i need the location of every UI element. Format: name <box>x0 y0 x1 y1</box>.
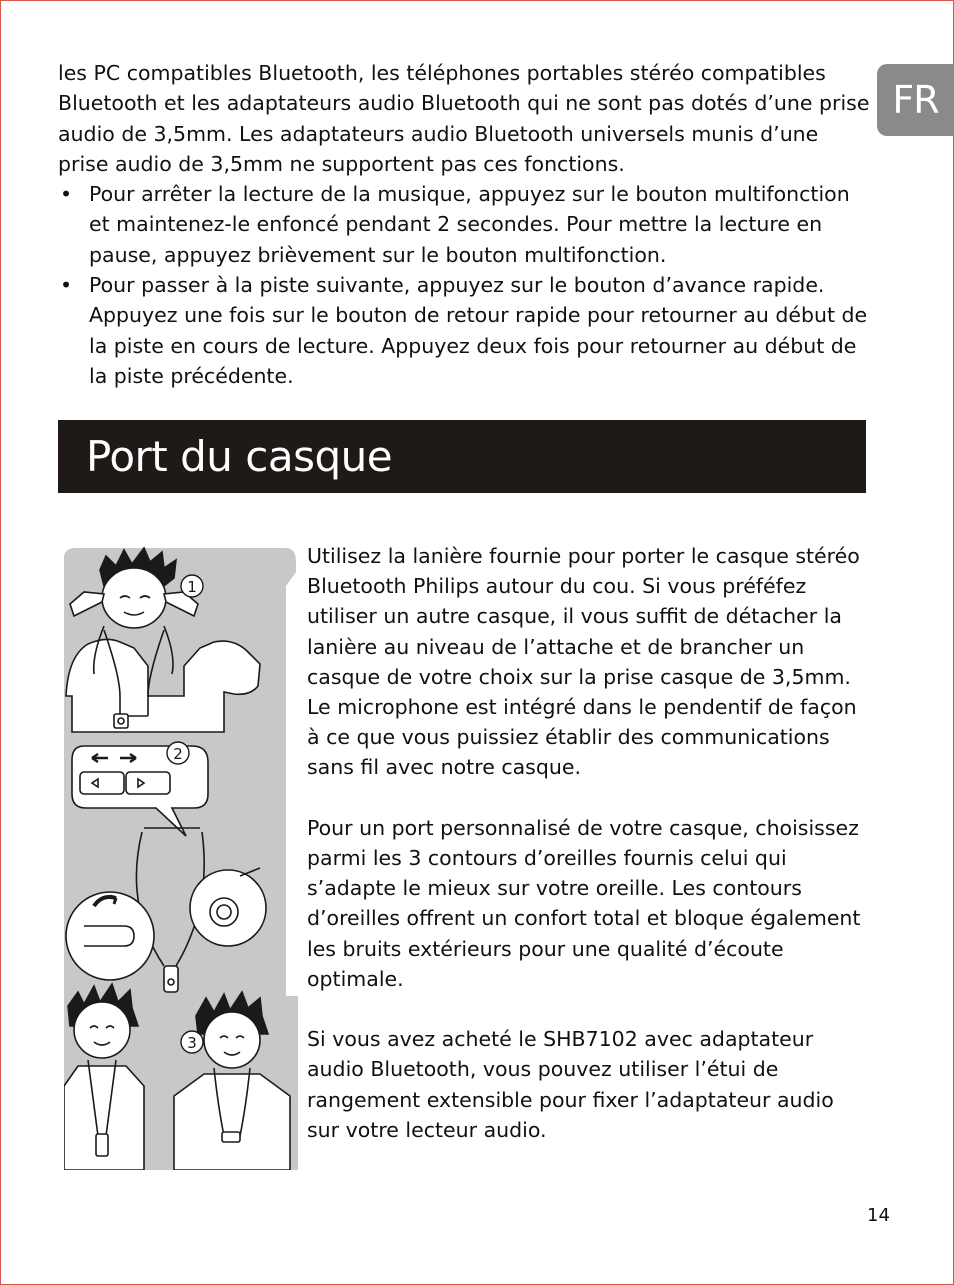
page-number: 14 <box>867 1205 890 1226</box>
headset-wearing-illustration <box>64 546 298 1170</box>
body-paragraph: Utilisez la lanière fournie pour porter le casque stéréo Bluetooth Philips autour du cou. Si vous préféfez utiliser un autre casque, il vous suffit de détacher la lanière au niveau de l’attache et de brancher un casque de votre choix sur la prise casque de 3,5mm. Le microphone est intégré dans le pendentif de façon à ce que vous puissiez établir des communications sans fil avec notre casque. <box>307 544 860 780</box>
body-paragraph: Si vous avez acheté le SHB7102 avec adaptateur audio Bluetooth, vous pouvez utiliser l’étui de rangement extensible pour fixer l’adaptateur audio sur votre lecteur audio. <box>307 1027 834 1142</box>
step-label-2 <box>167 742 189 764</box>
step-number: 1 <box>187 578 197 596</box>
intro-bullet-list <box>58 179 873 391</box>
step-number: 3 <box>187 1034 197 1052</box>
list-item: • Pour arrêter la lecture de la musique, appuyez sur le bouton multifonction et maintenez-le enfoncé pendant 2 secondes. Pour mettre la lecture en pause, appuyez brièvement sur le bouton multifonction. <box>58 179 873 270</box>
intro-text <box>58 58 873 391</box>
language-tab: FR <box>877 64 954 136</box>
section-heading-bar <box>58 420 866 493</box>
ear-contour-detail <box>66 892 154 980</box>
intro-paragraph: les PC compatibles Bluetooth, les téléphones portables stéréo compatibles Bluetooth et les adaptateurs audio Bluetooth qui ne sont pas dotés d’une prise audio de 3,5mm. Les adaptateurs audio Bluetooth universels munis d’une prise audio de 3,5mm ne supportent pas ces fonctions. <box>58 61 870 176</box>
step-label-1 <box>181 575 203 597</box>
section-body <box>307 541 872 1175</box>
step-number: 2 <box>173 745 183 763</box>
step-label-3 <box>181 1031 203 1053</box>
list-item: • Pour passer à la piste suivante, appuyez sur le bouton d’avance rapide. Appuyez une fois sur le bouton de retour rapide pour retourner au début de la piste en cours de lecture. Appuyez deux fois pour retourner au début de la piste précédente. <box>58 270 873 391</box>
section-title: Port du casque <box>86 432 393 481</box>
body-paragraph: Pour un port personnalisé de votre casque, choisissez parmi les 3 contours d’oreilles fournis celui qui s’adapte le mieux sur votre oreille. Les contours d’oreilles offrent un confort total et bloque également les bruits extérieurs pour une qualité d’écoute optimale. <box>307 815 861 991</box>
